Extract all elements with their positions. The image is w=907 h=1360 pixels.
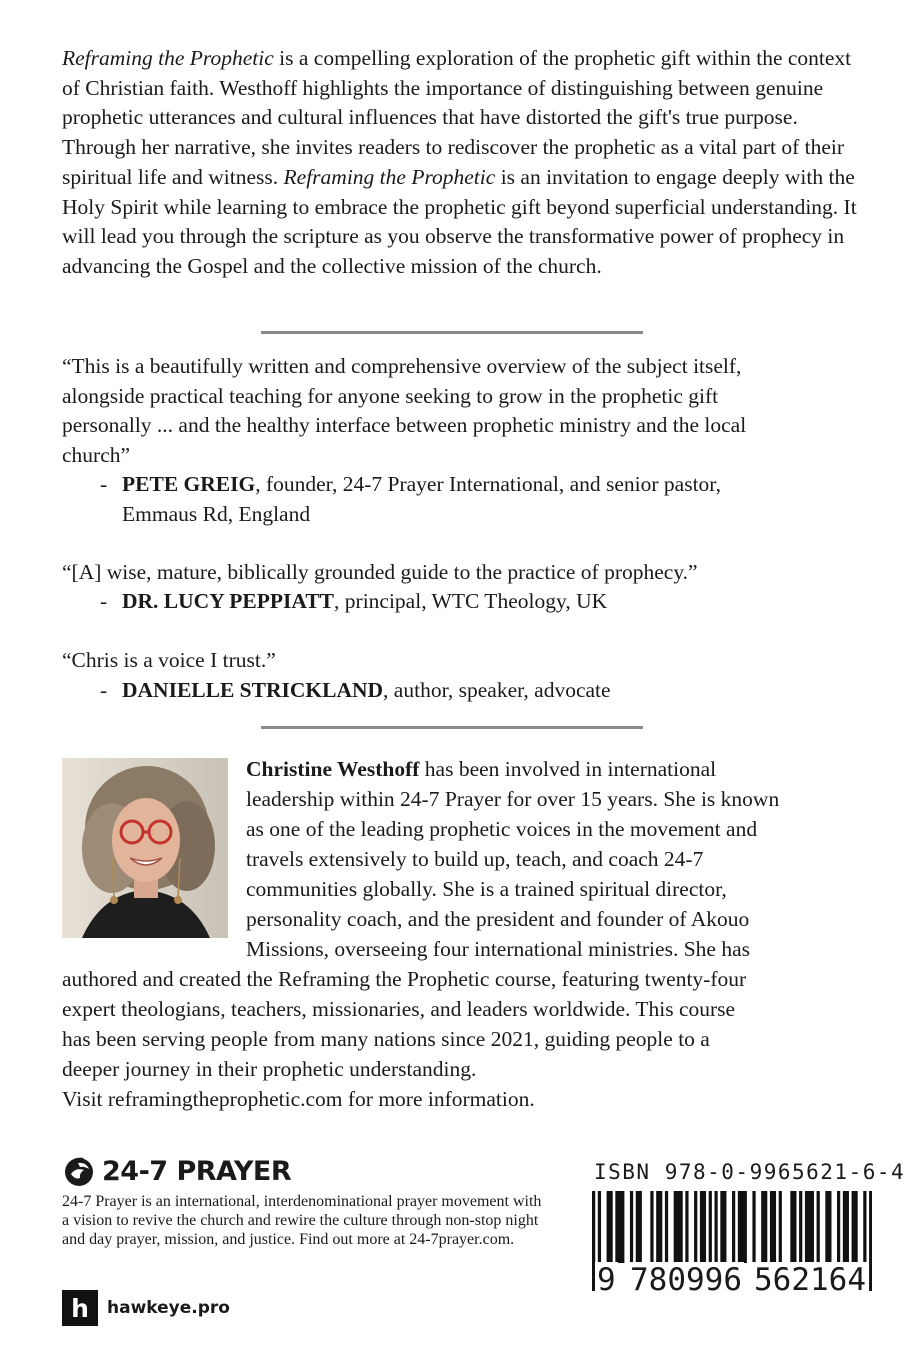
prayer-logo (62, 1153, 291, 1189)
barcode-bar (811, 1191, 814, 1263)
barcode-bar (639, 1191, 642, 1263)
attribution-dash: - (100, 589, 108, 613)
barcode-bar (630, 1191, 633, 1263)
barcode-bar (665, 1191, 668, 1263)
book-title-italic-2: Reframing the Prophetic (283, 164, 496, 189)
barcode-bar (615, 1191, 618, 1263)
barcode-bar (636, 1191, 639, 1263)
barcode-bar (773, 1191, 776, 1263)
barcode-bar (793, 1191, 796, 1263)
isbn-text: ISBN 978-0-9965621-6-4 (594, 1160, 906, 1184)
barcode-bar (764, 1191, 767, 1263)
book-title-italic: Reframing the Prophetic (62, 46, 274, 70)
barcode-bar (700, 1191, 703, 1263)
endorser-role: , author, speaker, advocate (383, 678, 611, 702)
barcode-bar (770, 1191, 773, 1263)
barcode-bar (607, 1191, 610, 1263)
barcode-bar (808, 1191, 811, 1263)
endorsement-attribution (100, 470, 720, 530)
barcode-bar (852, 1191, 855, 1263)
barcode-bar (685, 1191, 688, 1263)
barcode-bar (817, 1191, 820, 1263)
prayer-logo-text: 24-7 PRAYER (102, 1155, 292, 1187)
bio-line: communities globally. She is a trained spiritual director, (246, 877, 727, 901)
prayer-flame-icon (62, 1154, 96, 1188)
endorser-role: , founder, 24-7 Prayer International, and senior pastor, Emmaus Rd, England (122, 472, 721, 526)
barcode-bar (752, 1191, 755, 1263)
attribution-dash: - (100, 472, 108, 496)
barcode-bar (741, 1191, 744, 1263)
endorsement-attribution (100, 587, 720, 617)
book-description (62, 44, 862, 282)
publisher-logo (62, 1290, 230, 1326)
endorsement-quote: “Chris is a voice I trust.” (62, 648, 276, 672)
description-text-1: is a compelling exploration of the prophetic gift within the context of Christian faith. Westhoff highlights the importance of distinguishing between genuine prophetic utterances and cultural influences that have distorted the gift's true purpose. Through her narrative, she invites readers to rediscover the prophetic as a vital part of their spiritual life and witness. (62, 46, 852, 189)
barcode-bar (828, 1191, 831, 1263)
barcode-digits-left: 780996 (630, 1262, 742, 1298)
publisher-mark: h (62, 1290, 98, 1326)
barcode-bar (837, 1191, 840, 1263)
bio-line: deeper journey in their prophetic understanding. (62, 1057, 477, 1081)
publisher-name: hawkeye.pro (107, 1298, 230, 1318)
endorser-name: PETE GREIG (122, 472, 256, 496)
barcode-bar (677, 1191, 680, 1263)
barcode-bar (761, 1191, 764, 1263)
barcode-bar (656, 1191, 659, 1263)
bio-line: Visit reframingtheprophetic.com for more information. (62, 1087, 535, 1111)
endorsement-quote: “This is a beautifully written and comprehensive overview of the subject itself, alongside practical teaching for anyone seeking to grow in the prophetic gift personally ... and the healthy interface between prophetic ministry and the local church” (62, 354, 747, 468)
author-photo (62, 758, 228, 938)
barcode-bar (805, 1191, 808, 1263)
barcode-bar (846, 1191, 849, 1263)
endorsement-attribution (100, 676, 720, 706)
barcode-bar (703, 1191, 706, 1263)
barcode-bar (779, 1191, 782, 1263)
bio-line: has been serving people from many nations since 2021, guiding people to a (62, 1027, 710, 1051)
bio-line: Christine Westhoff has been involved in international (246, 757, 717, 781)
bio-line: expert theologians, teachers, missionaries, and leaders worldwide. This course (62, 997, 736, 1021)
endorser-role: , principal, WTC Theology, UK (334, 589, 608, 613)
barcode-digits-right: 562164 (754, 1262, 866, 1298)
bio-line: travels extensively to build up, teach, and coach 24-7 (246, 847, 704, 871)
description-text-2: is an invitation to engage deeply with the Holy Spirit while learning to embrace the prophetic gift beyond superficial understanding. It will lead you through the scripture as you observe the transformative power of prophecy in advancing the Gospel and the collective mission of the church. (62, 164, 857, 278)
bio-line: Missions, overseeing four international ministries. She has (246, 937, 750, 961)
author-name: Christine Westhoff (246, 757, 420, 781)
endorsement-quote: “[A] wise, mature, biblically grounded guide to the practice of prophecy.” (62, 560, 698, 584)
barcode-bar (720, 1191, 723, 1263)
barcode-bar (744, 1191, 747, 1263)
barcode-bar (715, 1191, 718, 1263)
barcode-bar (855, 1191, 858, 1263)
barcode-bar (659, 1191, 662, 1263)
barcode-bar (799, 1191, 802, 1263)
prayer-description: 24-7 Prayer is an international, interdenominational prayer movement with a vision to revive the church and rewire the culture through non-stop night and day prayer, mission, and justice. Find out more at 24-7prayer.com. (62, 1193, 542, 1248)
barcode-bar (694, 1191, 697, 1263)
barcode-lead-digit: 9 (597, 1262, 616, 1298)
barcode-bar (610, 1191, 613, 1263)
bio-line: as one of the leading prophetic voices in the movement and (246, 817, 758, 841)
divider (261, 331, 643, 334)
barcode-bar (680, 1191, 683, 1263)
divider (261, 726, 643, 729)
barcode-bar (869, 1191, 872, 1291)
barcode-bar (790, 1191, 793, 1263)
barcode-bar (843, 1191, 846, 1263)
endorser-name: DANIELLE STRICKLAND (122, 678, 384, 702)
barcode-bar (825, 1191, 828, 1263)
barcode-bar (621, 1191, 624, 1263)
barcode-bar (709, 1191, 712, 1263)
barcode-bar (738, 1191, 741, 1263)
endorser-name: DR. LUCY PEPPIATT (122, 589, 335, 613)
barcode-bar (723, 1191, 726, 1263)
barcode-bar (674, 1191, 677, 1263)
bio-line: leadership within 24-7 Prayer for over 15 years. She is known (246, 787, 780, 811)
bio-line: personality coach, and the president and founder of Akouo (246, 907, 750, 931)
barcode-bar (650, 1191, 653, 1263)
bio-line: authored and created the Reframing the Prophetic course, featuring twenty-four (62, 967, 747, 991)
attribution-dash: - (100, 678, 108, 702)
barcode-bar (618, 1191, 621, 1263)
